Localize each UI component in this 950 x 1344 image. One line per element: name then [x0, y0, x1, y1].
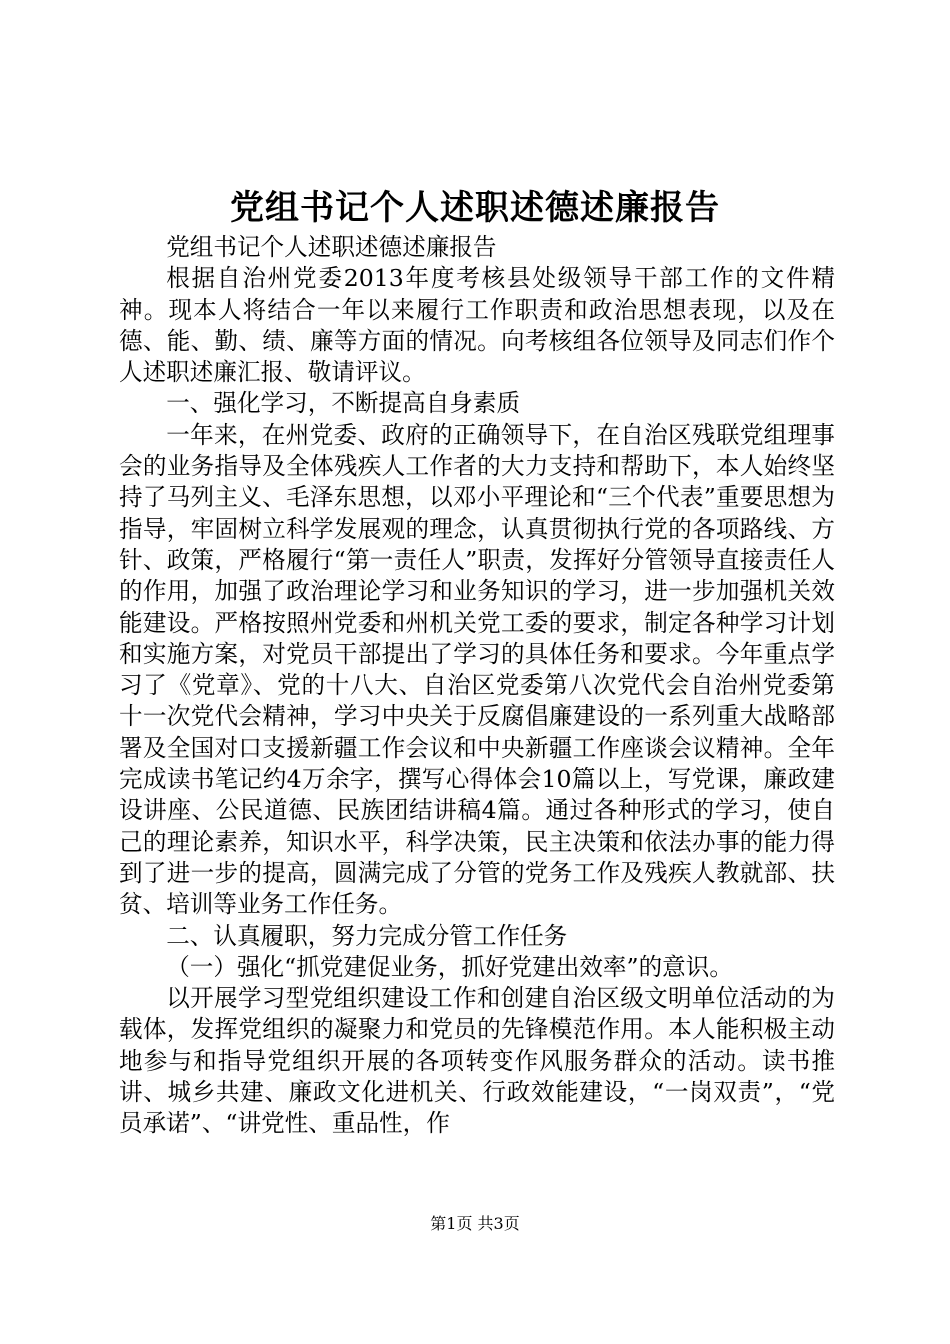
paragraph-subtitle: 党组书记个人述职述德述廉报告 [166, 233, 497, 261]
document-body [119, 232, 835, 1140]
document-title: 党组书记个人述职述德述廉报告 [230, 188, 720, 228]
section-heading-2: 二、认真履职，努力完成分管工作任务 [166, 921, 568, 950]
paragraph-party-building: 以开展学习型党组织建设工作和创建自治区级文明单位活动的为载体，发挥党组织的凝聚力和党员的先锋模范作用。本人能积极主动地参与和指导党组织开展的各项转变作风服务群众的活动。读书推讲、城乡共建、廉政文化进机关、行政效能建设，“一岗双责”，“党员承诺”、“讲党性、重品性，作 [119, 984, 835, 1138]
section-heading-1: 一、强化学习，不断提高自身素质 [166, 389, 521, 418]
subsection-heading-1: （一）强化“抓党建促业务，抓好党建出效率”的意识。 [166, 952, 733, 981]
paragraph-study: 一年来，在州党委、政府的正确领导下，在自治区残联党组理事会的业务指导及全体残疾人工作者的大力支持和帮助下，本人始终坚持了马列主义、毛泽东思想，以邓小平理论和“三个代表”重要思想为指导，牢固树立科学发展观的理念，认真贯彻执行党的各项路线、方针、政策，严格履行“第一责任人”职责，发挥好分管领导直接责任人的作用，加强了政治理论学习和业务知识的学习，进一步加强机关效能建设。严格按照州党委和州机关党工委的要求，制定各种学习计划和实施方案，对党员干部提出了学习的具体任务和要求。今年重点学习了《党章》、党的十八大、自治区党委第八次党代会自治州党委第十一次党代会精神，学习中央关于反腐倡廉建设的一系列重大战略部署及全国对口支援新疆工作会议和中央新疆工作座谈会议精神。全年完成读书笔记约4万余字，撰写心得体会10篇以上，写党课，廉政建设讲座、公民道德、民族团结讲稿4篇。通过各种形式的学习，使自己的理论素养，知识水平，科学决策，民主决策和依法办事的能力得到了进一步的提高，圆满完成了分管的党务工作及残疾人教就部、扶贫、培训等业务工作任务。 [119, 420, 835, 919]
paragraph-intro: 根据自治州党委2013年度考核县处级领导干部工作的文件精神。现本人将结合一年以来履行工作职责和政治思想表现，以及在德、能、勤、绩、廉等方面的情况。向考核组各位领导及同志们作个人述职述廉汇报、敬请评议。 [119, 264, 835, 387]
page-footer: 第1页 共3页 [430, 1214, 520, 1233]
